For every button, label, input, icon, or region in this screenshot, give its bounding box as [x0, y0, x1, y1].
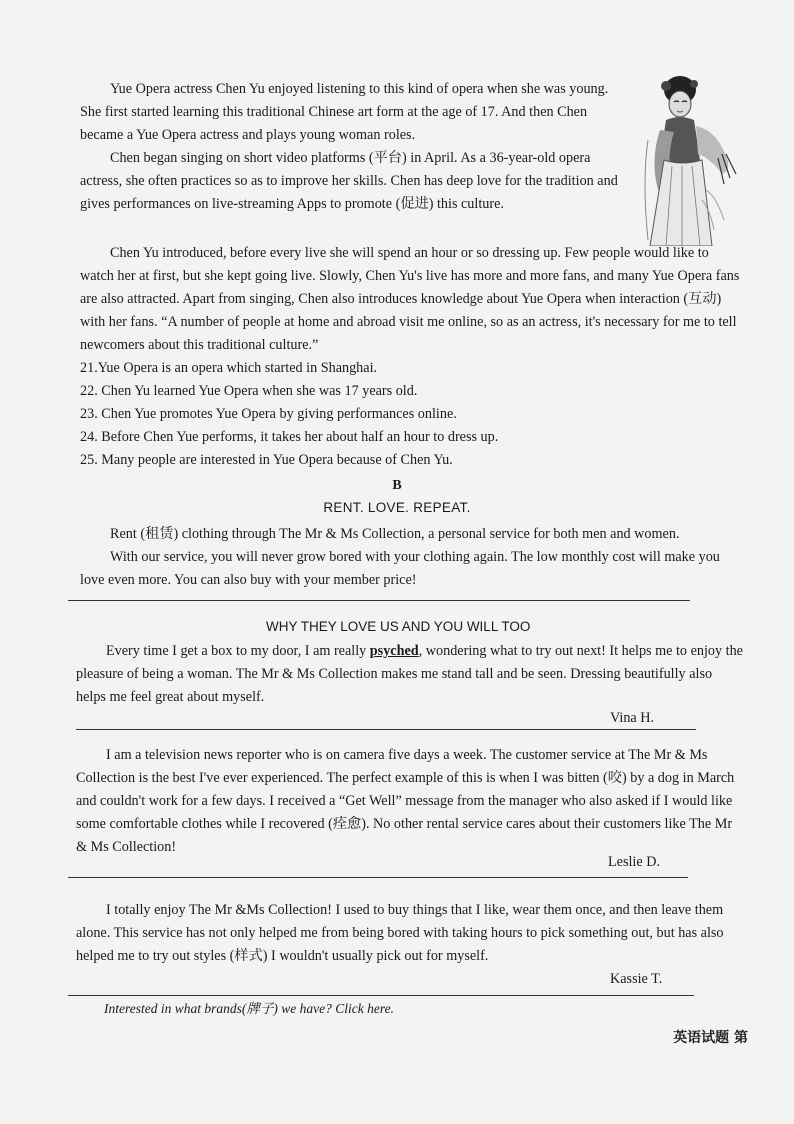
question-22: 22. Chen Yu learned Yue Opera when she was 17 years old.	[80, 383, 418, 399]
divider	[76, 729, 696, 730]
paragraph-3: Chen Yu introduced, before every live she will spend an hour or so dressing up. Few people would like to watch her at first, but she kept going live. Slowly, Chen Yu's live has more and more fans, and many Yue Opera fans are also attracted. Apart from singing, Chen also introduces knowledge about Yue Opera when interaction (互动) with her fans. “A number of people at home and abroad visit me online, so as an actress, it's necessary for me to tell newcomers about this traditional culture.”	[80, 245, 740, 353]
testimonials-heading: WHY THEY LOVE US AND YOU WILL TOO	[266, 619, 531, 634]
testimonial-1-text-end: , wondering what to try out next! It helps me to enjoy the pleasure of being a woman. The Mr & Ms Collection makes me stand tall and be seen. Dressing beautifully also helps me feel great about myself.	[76, 643, 743, 705]
testimonial-3	[76, 899, 744, 968]
rent-paragraph-2: With our service, you will never grow bored with your clothing again. The low monthly cost will make you love even more. You can also buy with your member price!	[80, 549, 720, 588]
divider	[68, 877, 688, 878]
paragraph-2: Chen began singing on short video platforms (平台) in April. As a 36-year-old opera actress, she often practices so as to improve her skills. Chen has deep love for the tradition and gives performances on live-streaming Apps to promote (促进) this culture.	[80, 150, 618, 212]
question-21: 21.Yue Opera is an opera which started in Shanghai.	[80, 360, 378, 376]
psyched-word: psyched	[369, 643, 419, 659]
testimonial-1-text-start: Every time I get a box to my door, I am really	[106, 643, 370, 659]
testimonial-2-text: I am a television news reporter who is on camera five days a week. The customer service at The Mr & Ms Collection is the best I've ever experienced. The perfect example of this is when I was bitten (咬) by a dog in March and couldn't work for a few days. I received a “Get Well” message from the manager who also asked if I would like some comfortable clothes while I recovered (痊愈). No other rental service cares about their customers like The Mr & Ms Collection!	[76, 747, 735, 855]
question-25: 25. Many people are interested in Yue Opera because of Chen Yu.	[80, 452, 453, 468]
section-b-title: RENT. LOVE. REPEAT.	[323, 500, 471, 515]
page-footer-label: 英语试题 第	[673, 1030, 748, 1046]
paragraph-1: Yue Opera actress Chen Yu enjoyed listening to this kind of opera when she was young. She first started learning this traditional Chinese art form at the age of 17. And then Chen became a Yue Opera actress and plays young woman roles.	[80, 81, 609, 143]
signature-2: Leslie D.	[608, 854, 661, 870]
divider	[68, 600, 690, 601]
divider	[68, 995, 694, 996]
section-a-story	[80, 242, 744, 357]
question-24: 24. Before Chen Yue performs, it takes her about half an hour to dress up.	[80, 429, 499, 445]
rent-description	[80, 523, 744, 592]
question-list	[80, 357, 744, 472]
signature-1: Vina H.	[610, 710, 655, 726]
testimonial-1	[76, 640, 744, 709]
brands-link[interactable]: Interested in what brands(牌子) we have? Click here.	[104, 1001, 394, 1016]
testimonial-3-text: I totally enjoy The Mr &Ms Collection! I used to buy things that I like, wear them once, and then leave them alone. This service has not only helped me from being bored with taking hours to pick something out, but has also helped me to try out styles (样式) I wouldn't usually pick out for myself.	[76, 902, 724, 964]
signature-3: Kassie T.	[610, 971, 663, 987]
section-a-intro	[80, 78, 628, 216]
testimonial-2	[76, 744, 744, 859]
opera-actress-photo	[636, 70, 744, 246]
section-b-letter: B	[392, 478, 402, 493]
rent-paragraph-1: Rent (租赁) clothing through The Mr & Ms Collection, a personal service for both men and women.	[110, 526, 680, 542]
question-23: 23. Chen Yue promotes Yue Opera by giving performances online.	[80, 406, 457, 422]
